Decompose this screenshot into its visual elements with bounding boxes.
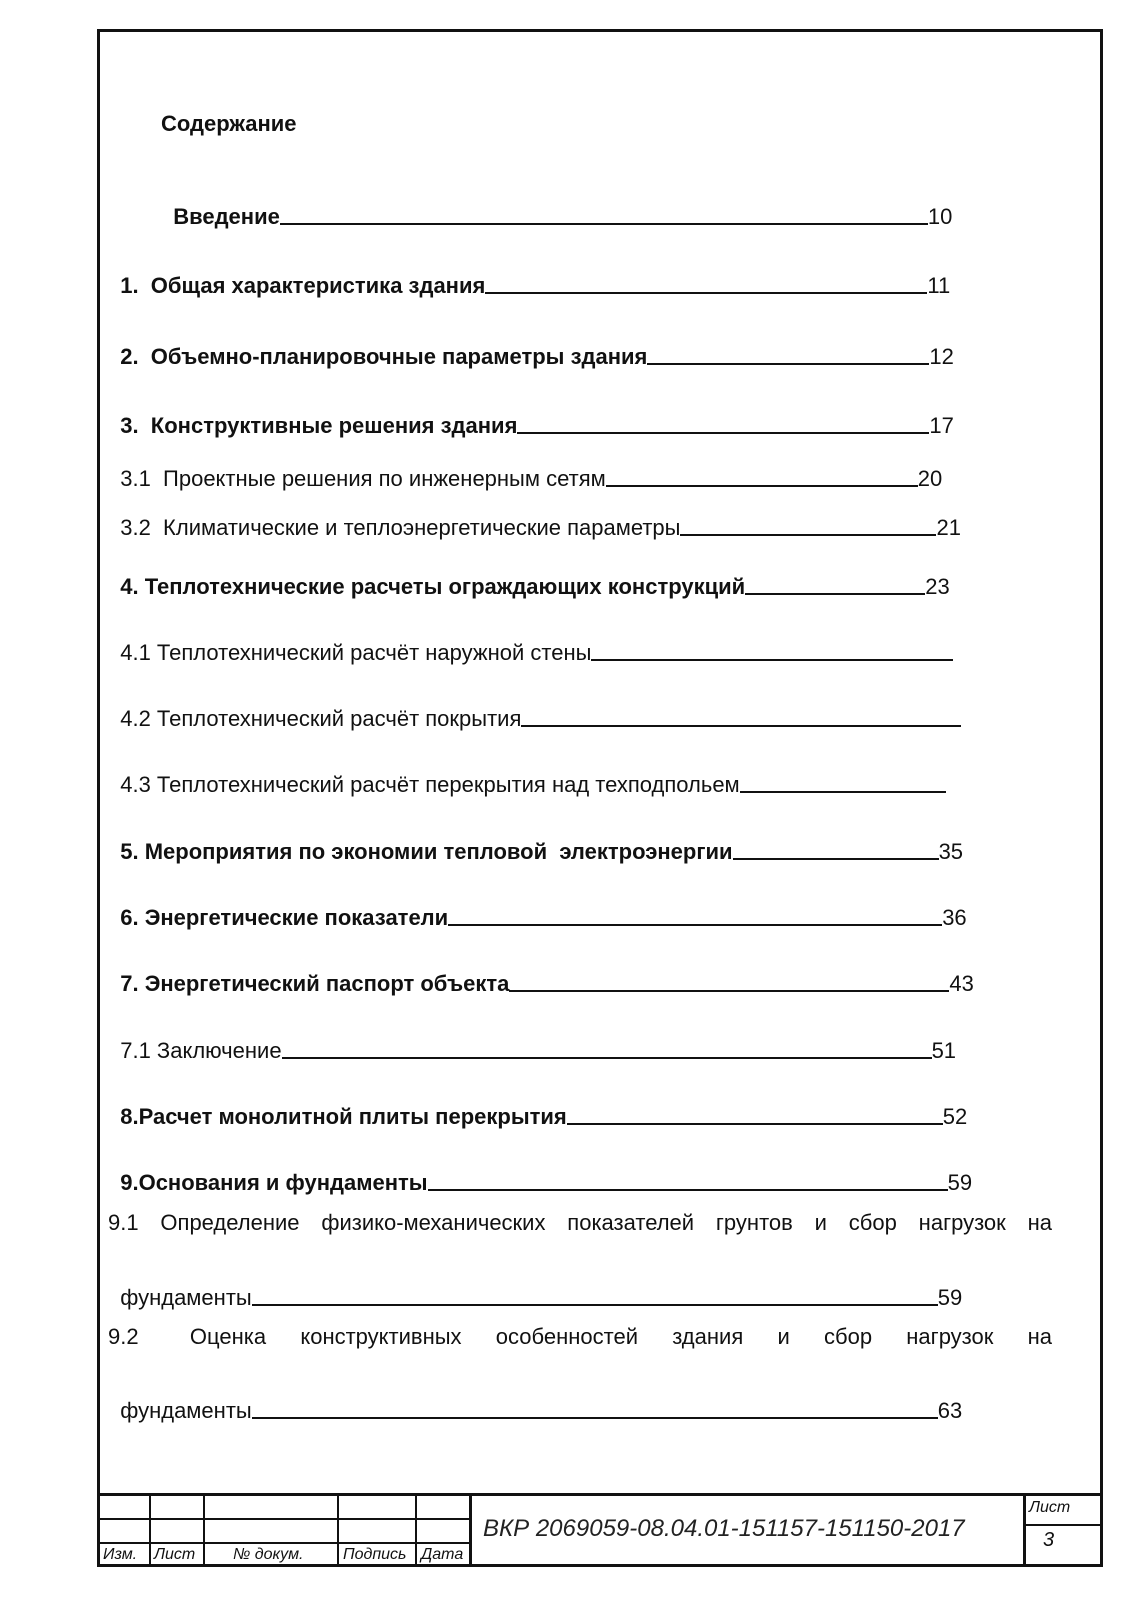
leader-line — [485, 292, 927, 294]
toc-entry — [108, 879, 967, 931]
toc-entry-label: 8.Расчет монолитной плиты перекрытия — [120, 1104, 567, 1129]
toc-entry — [108, 387, 954, 439]
toc-entry-label: 2. Объемно-планировочные параметры здания — [120, 344, 648, 369]
document-code: ВКР 2069059-08.04.01-151157-151150-2017 — [483, 1515, 965, 1542]
toc-entry — [108, 1012, 956, 1064]
toc-entry — [108, 614, 953, 666]
toc-entry-label: 9.Основания и фундаменты — [120, 1170, 428, 1195]
toc-entry — [108, 489, 961, 541]
toc-entry-page: 52 — [942, 1104, 968, 1129]
leader-line — [647, 363, 929, 365]
leader-line — [606, 485, 918, 487]
stamp-col-line — [415, 1493, 417, 1567]
toc-entry-page: 63 — [937, 1398, 963, 1423]
toc-entry-label: 7. Энергетический паспорт объекта — [120, 971, 510, 996]
toc-entry-label: 4. Теплотехнические расчеты ограждающих конструкций — [120, 574, 746, 599]
toc-entry — [108, 1372, 962, 1424]
toc-entry — [108, 1144, 972, 1196]
toc-entry-label: 3. Конструктивные решения здания — [120, 413, 518, 438]
toc-entry-page: 21 — [936, 515, 961, 540]
sheet-number: 3 — [1043, 1529, 1055, 1551]
toc-entry-label: фундаменты — [120, 1398, 252, 1423]
leader-line — [521, 725, 961, 727]
leader-line — [733, 858, 939, 860]
stamp-header-list: Лист — [154, 1546, 196, 1563]
toc-entry-page: 23 — [925, 574, 950, 599]
toc-entry — [108, 813, 963, 865]
sheet-label: Лист — [1029, 1499, 1071, 1516]
leader-line — [591, 659, 953, 661]
stamp-header-doc: № докум. — [233, 1546, 304, 1563]
leader-line — [509, 990, 949, 992]
leader-line — [567, 1123, 943, 1125]
stamp-col-line — [469, 1493, 472, 1567]
toc-entry — [161, 178, 952, 230]
leader-line — [282, 1057, 932, 1059]
leader-line — [448, 924, 942, 926]
toc-entry-page: 35 — [938, 839, 964, 864]
toc-entry-page: 12 — [929, 344, 954, 369]
toc-entry — [108, 746, 946, 798]
leader-line — [517, 432, 929, 434]
toc-entry-multiline-line1: 9.1 Определение физико-механических показателей грунтов и сбор нагрузок на — [108, 1210, 1052, 1235]
toc-entry-page: 10 — [927, 204, 953, 229]
toc-entry-label: 3.1 Проектные решения по инженерным сетям — [120, 466, 606, 491]
toc-entry-page: 36 — [942, 905, 967, 930]
toc-entry-label: 4.3 Теплотехнический расчёт перекрытия над техподпольем — [120, 772, 740, 797]
toc-entry-label: 4.1 Теплотехнический расчёт наружной стены — [120, 640, 592, 665]
toc-entry — [108, 440, 942, 492]
toc-entry-page: 59 — [947, 1170, 973, 1195]
toc-entry-label: фундаменты — [120, 1285, 252, 1310]
toc-entry-label: 5. Мероприятия по экономии тепловой электроэнергии — [120, 839, 733, 864]
toc-entry-page: 51 — [931, 1038, 957, 1063]
toc-entry — [108, 318, 954, 370]
sheet-cell-divider — [1025, 1524, 1103, 1526]
stamp-header-izm: Изм. — [103, 1546, 138, 1563]
stamp-top-border — [97, 1493, 1103, 1496]
stamp-col-line — [149, 1493, 151, 1567]
toc-entry-page: 43 — [949, 971, 974, 996]
toc-entry — [108, 247, 950, 299]
toc-entry-multiline-line1: 9.2 Оценка конструктивных особенностей здания и сбор нагрузок на — [108, 1324, 1052, 1349]
stamp-col-line — [1023, 1493, 1026, 1567]
toc-entry-page: 11 — [927, 273, 951, 298]
toc-entry-label: 7.1 Заключение — [120, 1038, 282, 1063]
toc-entry — [108, 945, 974, 997]
leader-line — [740, 791, 946, 793]
leader-line — [428, 1189, 948, 1191]
toc-entry-page: 17 — [929, 413, 954, 438]
toc-entry-label: 1. Общая характеристика здания — [120, 273, 486, 298]
stamp-col-line — [203, 1493, 205, 1567]
toc-entry-page: 59 — [937, 1285, 963, 1310]
leader-line — [280, 223, 928, 225]
toc-entry — [108, 1259, 962, 1311]
leader-line — [252, 1417, 938, 1419]
stamp-col-line — [337, 1493, 339, 1567]
leader-line — [745, 593, 925, 595]
toc-entry — [108, 680, 961, 732]
toc-title: Содержание — [161, 111, 297, 136]
stamp-header-date: Дата — [421, 1546, 464, 1563]
toc-entry-label: 3.2 Климатические и теплоэнергетические параметры — [120, 515, 681, 540]
toc-entry — [108, 1078, 967, 1130]
title-block — [97, 1493, 1103, 1567]
toc-entry-page: 20 — [917, 466, 943, 491]
leader-line — [252, 1304, 938, 1306]
toc-entry-label: 4.2 Теплотехнический расчёт покрытия — [120, 706, 522, 731]
leader-line — [680, 534, 936, 536]
toc-entry-label: 6. Энергетические показатели — [120, 905, 449, 930]
toc-entry-label: Введение — [173, 204, 280, 229]
stamp-header-signature: Подпись — [343, 1546, 407, 1563]
toc-entry — [108, 548, 950, 600]
